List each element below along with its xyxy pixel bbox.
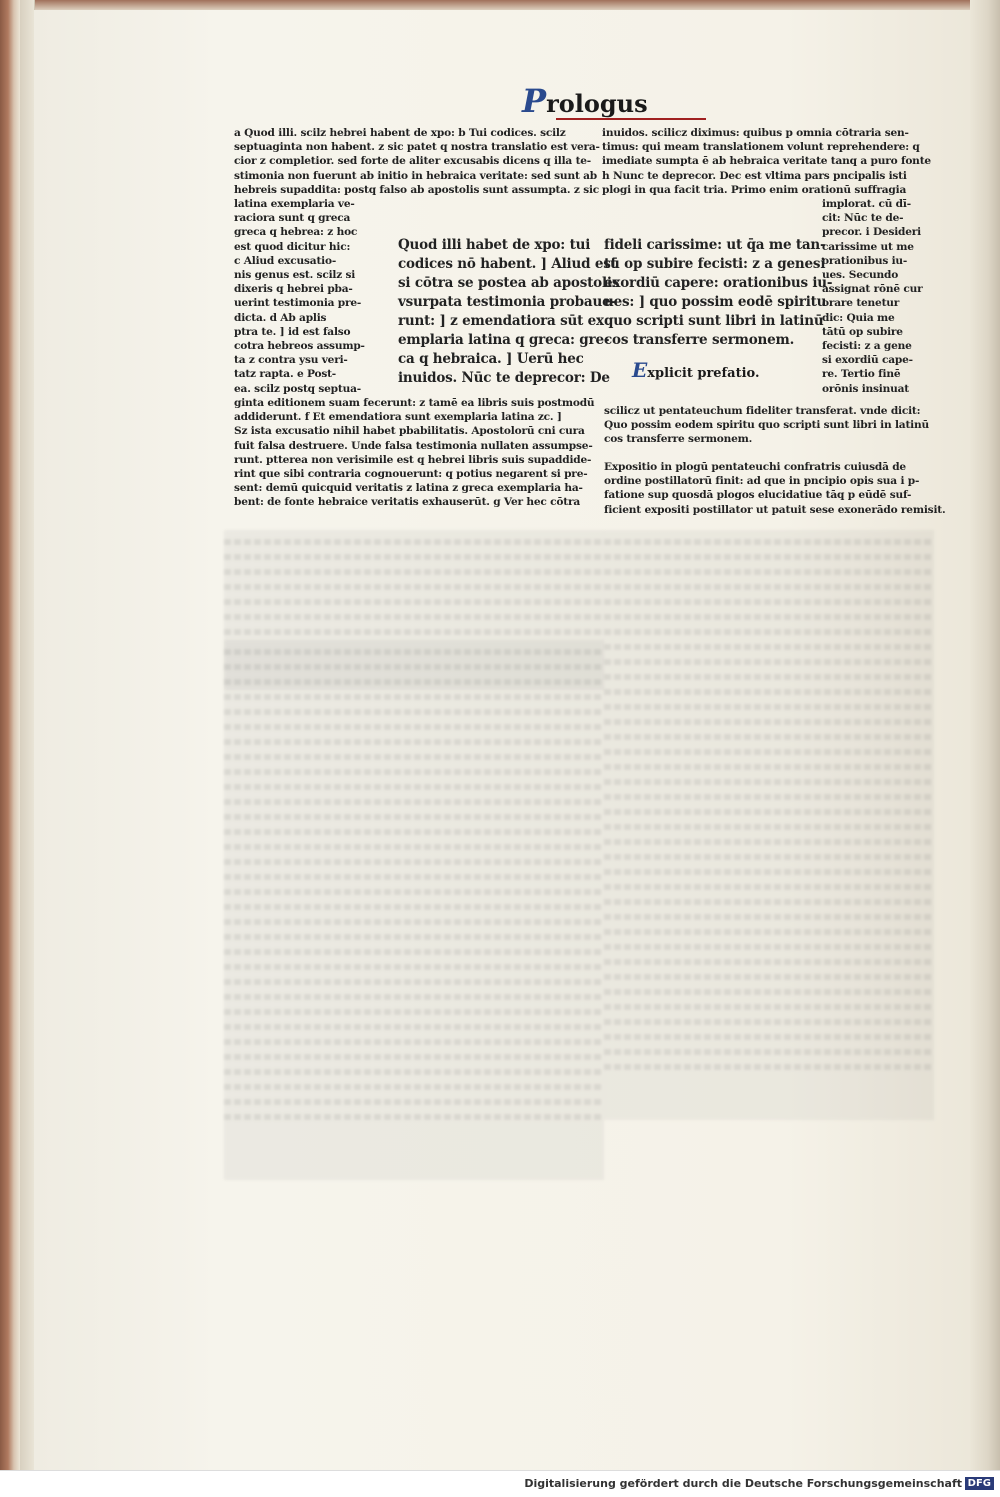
text-line: bent: de fonte hebraice veritatis exhauserūt. g Ver hec cōtra — [234, 496, 581, 509]
text-line: si exordiū cape- — [822, 354, 913, 367]
text-line: Quo possim eodem spiritu quo scripti sunt libri in latinū — [604, 419, 929, 432]
text-line: septuaginta non habent. z sic patet q nostra translatio est vera- — [234, 141, 600, 154]
text-line: imediate sumpta ē ab hebraica veritate tanq a puro fonte — [602, 155, 931, 168]
explicit-heading — [632, 358, 760, 382]
text-line: codices nō habent. ] Aliud est — [398, 256, 617, 272]
text-line: cotra hebreos assump- — [234, 340, 365, 353]
text-line: greca q hebrea: z hoc — [234, 226, 358, 239]
center-main-text — [398, 236, 619, 388]
text-line: runt. ptterea non verisimile est q hebrei libris suis supaddide- — [234, 453, 592, 466]
text-line: fatione sup quosdā plogos elucidatiue tāq p eūdē suf- — [604, 489, 912, 502]
text-line: ordine postillatorū finit: ad que in pncipio opis sua i p- — [604, 475, 920, 488]
text-line: ea. scilz postq septua- — [234, 382, 361, 395]
text-line: cit: Nūc te de- — [822, 212, 904, 225]
text-line: stimonia non fuerunt ab initio in hebraica veritate: sed sunt ab — [234, 169, 597, 182]
text-line: nis genus est. scilz si — [234, 269, 356, 282]
right-narrow-gloss — [822, 197, 922, 396]
expositio-block — [604, 460, 945, 517]
text-line: carissime ut me — [822, 240, 914, 253]
text-line: inuidos. scilicz diximus: quibus p omnia cōtraria sen- — [602, 127, 909, 139]
text-line: assignat rōnē cur — [822, 283, 923, 296]
text-line: tū op subire fecisti: z a genesi — [604, 256, 826, 272]
text-line: exordiū capere: orationibus iu- — [604, 275, 833, 291]
text-line: ca q hebraica. ] Uerū hec — [398, 351, 584, 367]
heading-text: rologus — [546, 89, 648, 118]
text-line: tātū op subire — [822, 325, 903, 338]
text-line: uerint testimonia pre- — [234, 297, 362, 310]
left-top-block — [234, 126, 600, 197]
text-line: dixeris q hebrei pba- — [234, 283, 353, 296]
text-line: ficient expositi postillator ut patuit sese exonerādo remisit. — [604, 503, 946, 516]
heading-initial: P — [522, 82, 547, 120]
text-line: dicta. d Ab aplis — [234, 311, 327, 324]
book-binding-edge — [0, 0, 20, 1470]
text-line: orare tenetur — [822, 297, 900, 310]
text-line: si cōtra se postea ab apostolis — [398, 275, 620, 291]
text-line: raciora sunt q greca — [234, 212, 351, 225]
text-line: est quod dicitur hic: — [234, 240, 351, 253]
footer-banner — [0, 1470, 1000, 1497]
funding-notice: Digitalisierung gefördert durch die Deutsche Forschungsgemeinschaft — [524, 1477, 962, 1490]
right-bottom-block — [604, 404, 929, 447]
right-center-main-text — [604, 236, 832, 350]
text-line: orōnis insinuat — [822, 382, 909, 395]
text-line: dic: Quia me — [822, 311, 895, 324]
text-line: Quod illi habet de xpo: tui — [398, 237, 591, 253]
text-line: orationibus iu- — [822, 254, 908, 267]
text-line: addiderunt. f Et emendatiora sunt exemplaria latina zc. ] — [234, 411, 562, 424]
text-line: implorat. cū dī- — [822, 198, 911, 210]
text-line: cior z completior. sed forte de aliter excusabis dicens q illa te- — [234, 155, 592, 168]
dfg-logo: DFG — [965, 1477, 994, 1490]
text-line: cos transferre sermonem. — [604, 332, 795, 348]
text-line: quo scripti sunt libri in latinū — [604, 313, 824, 329]
text-line: precor. i Desideri — [822, 226, 922, 239]
bleed-through-left — [224, 640, 604, 1180]
text-line: cos transferre sermonem. — [604, 433, 753, 446]
text-line: ues. Secundo — [822, 269, 899, 282]
text-line: ginta editionem suam fecerunt: z tamē ea libris suis postmodū — [234, 397, 595, 409]
text-line: Sz ista excusatio nihil habet pbabilitatis. Apostolorū cni cura — [234, 425, 585, 438]
book-gutter — [20, 0, 35, 1470]
text-line: fideli carissime: ut q̄a me tan- — [604, 237, 826, 253]
text-line: runt: ] z emendatiora sūt ex — [398, 313, 604, 329]
page-heading — [522, 82, 682, 118]
text-line: c Aliud excusatio- — [234, 254, 337, 267]
right-top-block — [602, 126, 931, 197]
text-line: a Quod illi. scilz hebrei habent de xpo: b Tui codices. scilz — [234, 127, 566, 139]
text-line: plogi in qua facit tria. Primo enim orationū suffragia — [602, 183, 907, 196]
text-line: Expositio in plogū pentateuchi confratris cuiusdā de — [604, 461, 906, 473]
text-line: hebreis supaddita: postq falso ab apostolis sunt assumpta. z sic — [234, 183, 600, 196]
explicit-text: xplicit prefatio. — [647, 366, 760, 381]
text-line: timus: qui meam translationem volunt reprehendere: q — [602, 141, 920, 154]
text-line: ta z contra ysu veri- — [234, 354, 348, 367]
left-bottom-block — [234, 396, 594, 510]
text-line: h Nunc te deprecor. Dec est vltima pars pncipalis isti — [602, 169, 907, 182]
text-line: latina exemplaria ve- — [234, 198, 355, 210]
text-line: fuit falsa destruere. Unde falsa testimonia nullaten assumpse- — [234, 439, 593, 452]
text-line: scilicz ut pentateuchum fideliter transferat. vnde dicit: — [604, 405, 921, 417]
text-line: sent: demū quicquid veritatis z latina z greca exemplaria ha- — [234, 482, 583, 495]
text-line: fecisti: z a gene — [822, 340, 912, 353]
text-line: vsurpata testimonia probaue- — [398, 294, 616, 310]
bleed-through-right — [604, 530, 934, 1120]
text-line: inuidos. Nūc te deprecor: De — [398, 370, 610, 386]
heading-underline — [556, 118, 706, 120]
text-line: rint que sibi contraria cognouerunt: q potius negarent si pre- — [234, 468, 588, 481]
text-line: ues: ] quo possim eodē spiritu — [604, 294, 827, 310]
text-line: re. Tertio finē — [822, 368, 901, 381]
explicit-initial: E — [632, 358, 648, 382]
text-line: tatz rapta. e Post- — [234, 368, 336, 381]
left-narrow-gloss — [234, 197, 365, 396]
text-line: ptra te. ] id est falso — [234, 325, 351, 338]
book-page-stack-edge — [970, 0, 1000, 1470]
text-line: emplaria latina q greca: gre- — [398, 332, 610, 348]
